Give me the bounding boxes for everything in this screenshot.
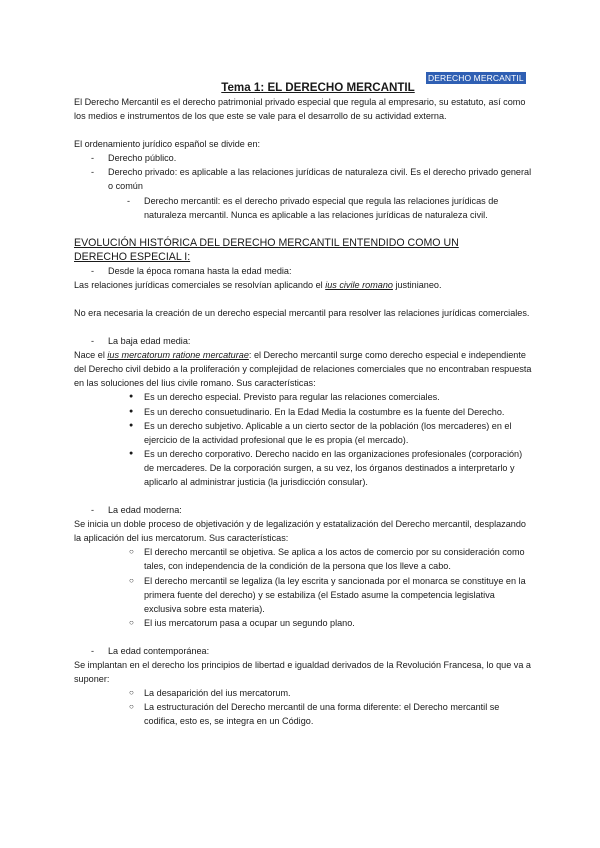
section-heading: EVOLUCIÓN HISTÓRICA DEL DERECHO MERCANTIL ENTENDIDO COMO UN DERECHO ESPECIAL I: <box>74 236 459 263</box>
highlighted-term: ius mercatorum ratione mercaturae <box>107 350 249 361</box>
list-item: ○ El derecho mercantil se objetiva. Se aplica a los actos de comercio por su consideración como tales, con independencia de la condición de la persona que los lleve a cabo. <box>74 545 532 573</box>
period-heading: - La baja edad media: <box>74 334 532 348</box>
list-item: ○ El ius mercatorum pasa a ocupar un segundo plano. <box>74 616 532 630</box>
list-item: - Derecho privado: es aplicable a las relaciones jurídicas de naturaleza civil. Es el derecho privado general o común <box>74 165 532 193</box>
paragraph: Nace el ius mercatorum ratione mercaturae: el Derecho mercantil surge como derecho especial e independiente del Derecho civil debido a la proliferación y complejidad de relaciones comerciales que no encontraban respuesta en las soluciones del Iius civile romano. Sus características: <box>74 350 532 389</box>
header-tag: DERECHO MERCANTIL <box>428 73 524 83</box>
list-item: ○ La estructuración del Derecho mercantil de una forma diferente: el Derecho mercantil se codifica, esto es, se integra en un Código. <box>74 700 532 728</box>
period-heading: - Desde la época romana hasta la edad media: <box>74 264 532 278</box>
sub-list-item: - Derecho mercantil: es el derecho privado especial que regula las relaciones jurídicas de naturaleza mercantil. Nunca es aplicable a las relaciones jurídicas de naturaleza civil. <box>74 194 532 222</box>
bullet-item: ● Es un derecho especial. Previsto para regular las relaciones comerciales. <box>74 390 532 404</box>
highlighted-term: ius civile romano <box>325 279 393 290</box>
intro-paragraph: El Derecho Mercantil es el derecho patrimonial privado especial que regula al empresario, su estatuto, así como los medios e instrumentos de los que este se vale para el desarrollo de su actividad externa. <box>74 97 526 122</box>
list-item: ○ El derecho mercantil se legaliza (la ley escrita y sancionada por el monarca se constituye en la primera fuente del derecho) y se estabiliza (el Estado asume la competencia legislativa exclusiva sobre esta materia). <box>74 574 532 616</box>
paragraph: No era necesaria la creación de un derecho especial mercantil para resolver las relaciones jurídicas comerciales. <box>74 307 530 318</box>
list-item: ○ La desaparición del ius mercatorum. <box>74 686 532 700</box>
page-title: Tema 1: EL DERECHO MERCANTIL <box>221 81 415 94</box>
bullet-item: ● Es un derecho corporativo. Derecho nacido en las organizaciones profesionales (corporación) de mercaderes. De la corporación surgen, a su vez, los órganos destinados a interpretarlo y aplicarlo al administrar justicia (la jurisdicción consular). <box>74 447 532 489</box>
bullet-item: ● Es un derecho consuetudinario. En la Edad Media la costumbre es la fuente del Derecho. <box>74 405 532 419</box>
period-heading: - La edad contemporánea: <box>74 644 532 658</box>
paragraph: Se inicia un doble proceso de objetivación y de legalización y estatalización del Derecho mercantil, desplazando la aplicación del ius mercatorum. Sus características: <box>74 519 526 544</box>
bullet-item: ● Es un derecho subjetivo. Aplicable a un cierto sector de la población (los mercaderes) en el ejercicio de la actividad profesional que le es propia (el mercado). <box>74 419 532 447</box>
list-item: - Derecho público. <box>74 151 532 165</box>
ordenamiento-lead: El ordenamiento jurídico español se divide en: <box>74 139 261 150</box>
paragraph: Las relaciones jurídicas comerciales se resolvían aplicando el ius civile romano justinianeo. <box>74 279 442 290</box>
period-heading: - La edad moderna: <box>74 503 532 517</box>
document-body <box>74 80 532 728</box>
paragraph: Se implantan en el derecho los principios de libertad e igualdad derivados de la Revolución Francesa, lo que va a suponer: <box>74 660 531 685</box>
